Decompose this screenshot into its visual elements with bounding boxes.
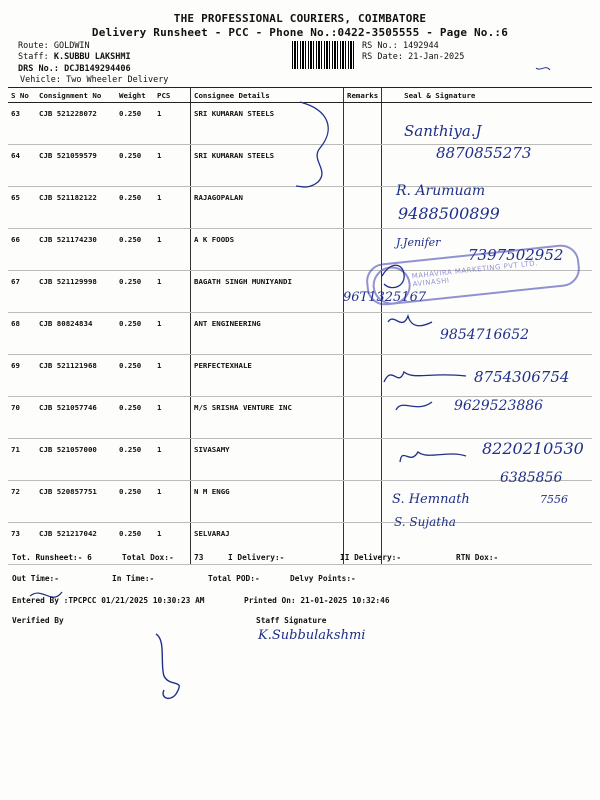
rs-date-line: RS Date: 21-Jan-2025: [362, 52, 465, 62]
handwritten-phone: 9488500899: [398, 204, 500, 223]
signature-stroke: [400, 452, 466, 462]
vehicle-value: Two Wheeler Delivery: [66, 75, 169, 85]
cell-pcs: 1: [154, 523, 191, 565]
route-line: Route: GOLDWIN: [18, 41, 90, 51]
staff-signature-hand: K.Subbulakshmi: [258, 628, 366, 643]
ii-delivery: II Delivery:-: [340, 553, 402, 562]
verified-by: Verified By: [12, 616, 64, 625]
cell-sno: 73: [8, 523, 36, 565]
bracket-scribble: [296, 102, 328, 187]
handwritten-name: Santhiya.J: [404, 122, 482, 140]
cell-sno: 72: [8, 481, 36, 523]
cell-consignee: RAJAGOPALAN: [191, 187, 344, 229]
staff-value: K.SUBBU LAKSHMI: [53, 52, 131, 62]
cell-consignee: ANT ENGINEERING: [191, 313, 344, 355]
drs-line: DRS No.: DCJB149294406: [18, 64, 131, 74]
cell-weight: 0.250: [116, 145, 154, 187]
cell-sno: 65: [8, 187, 36, 229]
total-dox-value: 73: [194, 553, 204, 562]
cell-pcs: 1: [154, 439, 191, 481]
cell-cno: CJB 521057746: [36, 397, 116, 439]
handwritten-number: 96T1325167: [343, 290, 427, 305]
cell-weight: 0.250: [116, 271, 154, 313]
cell-cno: CJB 521182122: [36, 187, 116, 229]
tot-runsheet: Tot. Runsheet:- 6: [12, 553, 92, 562]
cell-cno: CJB 520857751: [36, 481, 116, 523]
cell-sno: 71: [8, 439, 36, 481]
cell-consignee: SIVASAMY: [191, 439, 344, 481]
handwritten-phone: 8754306754: [474, 368, 570, 386]
entered-by: Entered By :TPCPCC 01/21/2025 10:30:23 AM: [12, 596, 205, 605]
handwritten-name: S. Hemnath: [392, 492, 470, 507]
handwritten-phone: 9629523886: [454, 398, 544, 414]
staff-signature-label: Staff Signature: [256, 616, 327, 625]
cell-sno: 66: [8, 229, 36, 271]
cell-pcs: 1: [154, 103, 191, 145]
delvy-points: Delvy Points:-: [290, 574, 356, 583]
cell-pcs: 1: [154, 355, 191, 397]
rs-date-value: 21-Jan-2025: [408, 52, 465, 62]
handwritten-name: R. Arumuam: [396, 183, 486, 199]
cell-pcs: 1: [154, 397, 191, 439]
cell-consignee: SELVARAJ: [191, 523, 344, 565]
rtn-dox: RTN Dox:-: [456, 553, 499, 562]
cell-weight: 0.250: [116, 397, 154, 439]
col-remarks: Remarks: [344, 88, 382, 103]
handwritten-number: 6385856: [500, 470, 563, 486]
handwritten-phone: 7397502952: [468, 246, 564, 264]
cell-sno: 69: [8, 355, 36, 397]
cell-pcs: 1: [154, 187, 191, 229]
cell-consignee: PERFECTEXHALE: [191, 355, 344, 397]
handwritten-number: 7556: [540, 493, 568, 506]
col-sno: S No: [8, 88, 36, 103]
handwritten-phone: 8220210530: [482, 439, 584, 458]
cell-sno: 64: [8, 145, 36, 187]
printed-on: Printed On: 21-01-2025 10:32:46: [244, 596, 390, 605]
route-value: GOLDWIN: [53, 41, 90, 51]
verified-signature: [156, 634, 179, 698]
corner-tick: [536, 68, 550, 70]
col-consignment: Consignment No: [36, 88, 116, 103]
handwritten-phone: 8870855273: [436, 144, 532, 162]
in-time: In Time:-: [112, 574, 155, 583]
cell-cno: CJB 80824834: [36, 313, 116, 355]
cell-pcs: 1: [154, 313, 191, 355]
cell-cno: CJB 521059579: [36, 145, 116, 187]
cell-sno: 63: [8, 103, 36, 145]
cell-weight: 0.250: [116, 313, 154, 355]
cell-consignee: N M ENGG: [191, 481, 344, 523]
cell-cno: CJB 521174230: [36, 229, 116, 271]
cell-pcs: 1: [154, 229, 191, 271]
cell-weight: 0.250: [116, 355, 154, 397]
cell-pcs: 1: [154, 145, 191, 187]
cell-weight: 0.250: [116, 523, 154, 565]
cell-cno: CJB 521129998: [36, 271, 116, 313]
signature-stroke: [396, 402, 432, 410]
signature-stroke: [388, 316, 432, 326]
out-time: Out Time:-: [12, 574, 59, 583]
cell-pcs: 1: [154, 481, 191, 523]
cell-consignee: SRI KUMARAN STEELS: [191, 103, 344, 145]
cell-cno: CJB 521057000: [36, 439, 116, 481]
cell-weight: 0.250: [116, 481, 154, 523]
cell-consignee: BAGATH SINGH MUNIYANDI: [191, 271, 344, 313]
cell-sno: 70: [8, 397, 36, 439]
rs-no-value: 1492944: [402, 41, 439, 51]
rs-no-line: RS No.: 1492944: [362, 41, 439, 51]
handwritten-name: S. Sujatha: [394, 515, 456, 529]
i-delivery: I Delivery:-: [228, 553, 285, 562]
cell-consignee: M/S SRISHA VENTURE INC: [191, 397, 344, 439]
staff-line: Staff: K.SUBBU LAKSHMI: [18, 52, 131, 62]
cell-cno: CJB 521217042: [36, 523, 116, 565]
signature-stroke: [382, 265, 404, 287]
cell-weight: 0.250: [116, 187, 154, 229]
col-consignee: Consignee Details: [191, 88, 344, 103]
total-dox-label: Total Dox:-: [122, 553, 174, 562]
stamp-text: MAHAVIRA MARKETING PVT LTD. AVINASHI: [411, 259, 539, 289]
signature-stroke: [384, 372, 466, 382]
runsheet-subtitle: Delivery Runsheet - PCC - Phone No.:0422-3505555 - Page No.:6: [91, 26, 509, 39]
col-seal: Seal & Signature: [382, 88, 592, 103]
cell-weight: 0.250: [116, 439, 154, 481]
vehicle-line: Vehicle: Two Wheeler Delivery: [20, 75, 169, 85]
cell-pcs: 1: [154, 271, 191, 313]
drs-value: DCJB149294406: [64, 64, 131, 74]
cell-weight: 0.250: [116, 103, 154, 145]
cell-sno: 67: [8, 271, 36, 313]
company-title: THE PROFESSIONAL COURIERS, COIMBATORE: [173, 12, 427, 25]
cell-consignee: SRI KUMARAN STEELS: [191, 145, 344, 187]
cell-consignee: A K FOODS: [191, 229, 344, 271]
handwritten-name: J.Jenifer: [396, 236, 441, 249]
cell-cno: CJB 521228072: [36, 103, 116, 145]
total-pod: Total POD:-: [208, 574, 260, 583]
handwritten-phone: 9854716652: [440, 327, 530, 343]
col-weight: Weight: [116, 88, 154, 103]
col-pcs: PCS: [154, 88, 191, 103]
cell-weight: 0.250: [116, 229, 154, 271]
cell-sno: 68: [8, 313, 36, 355]
cell-cno: CJB 521121968: [36, 355, 116, 397]
